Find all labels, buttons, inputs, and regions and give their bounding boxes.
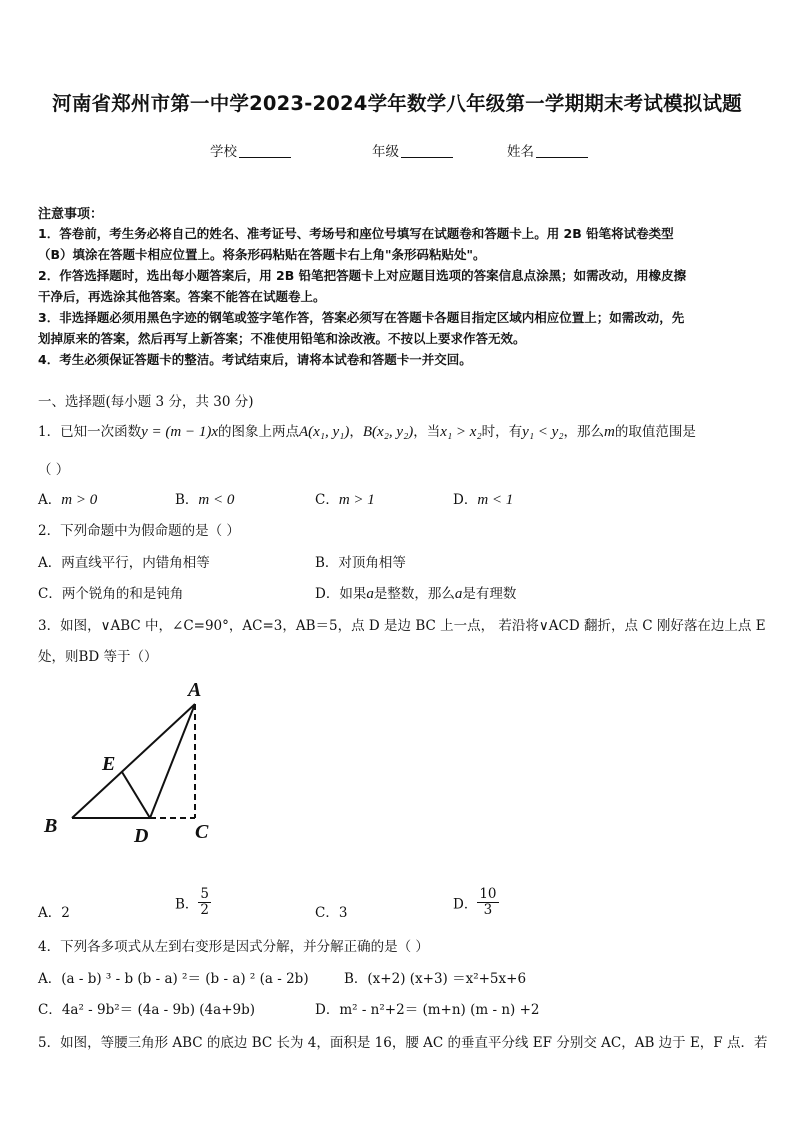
label-c: C	[195, 821, 209, 843]
label-a: A	[188, 679, 202, 701]
school-label: 学校	[210, 144, 237, 160]
name-label: 姓名	[507, 144, 534, 160]
q2-option-c[interactable]: C．两个锐角的和是钝角	[38, 586, 184, 602]
school-blank[interactable]	[239, 143, 291, 158]
q3-option-d-label: D．	[453, 896, 478, 913]
label-d: D	[134, 825, 149, 847]
q1-text: ，当	[413, 424, 441, 440]
notice-heading: 注意事项：	[38, 207, 104, 222]
q1-option-a-math: m > 0	[61, 492, 98, 508]
q1-option-b-label: B．	[175, 492, 199, 508]
q1-option-c[interactable]	[315, 488, 375, 509]
q1-condition-x: x₁ > x₂	[440, 424, 482, 440]
q2-option-d-var: a	[454, 586, 463, 602]
page-title: 河南省郑州市第一中学2023-2024学年数学八年级第一学期期末考试模拟试题	[52, 92, 742, 115]
q1-variable: m	[604, 424, 615, 440]
q2-option-d-var: a	[366, 586, 374, 602]
notice-line: 4．考生必须保证答题卡的整洁。考试结束后，请将本试卷和答题卡一并交回。	[38, 352, 472, 367]
grade-field[interactable]	[372, 140, 453, 160]
segment-ed	[122, 772, 150, 818]
q4-option-d[interactable]: D．m² - n²+2＝ (m+n) (m - n) +2	[315, 1002, 540, 1018]
q3-triangle-figure	[30, 670, 240, 855]
q2-option-a[interactable]: A．两直线平行，内错角相等	[38, 555, 210, 571]
q1-option-c-label: C．	[315, 492, 339, 508]
q1-answer-paren: （ ）	[38, 462, 70, 478]
q1-stem	[38, 420, 696, 441]
q1-text: 1．已知一次函数	[38, 424, 142, 440]
q1-option-b-math: m < 0	[198, 492, 235, 508]
q4-option-a[interactable]: A．(a - b) ³ - b (b - a) ²＝ (b - a) ² (a - 2b)	[38, 971, 309, 987]
q4-option-b[interactable]: B．(x+2) (x+3) ＝x²+5x+6	[344, 971, 527, 987]
segment-ab	[72, 704, 195, 818]
q1-condition-y: y₁ < y₂	[522, 424, 564, 440]
q1-option-c-math: m > 1	[338, 492, 375, 508]
q3-option-c[interactable]: C．3	[315, 905, 348, 921]
q3-option-b[interactable]	[175, 887, 211, 918]
notice-line: （B）填涂在答题卡相应位置上。将条形码粘贴在答题卡右上角"条形码粘贴处"。	[38, 247, 486, 262]
notice-line: 2．作答选择题时，选出每小题答案后，用 2B 铅笔把答题卡上对应题目选项的答案信息点涂黑；如需改动，用橡皮擦	[38, 268, 687, 283]
notice-line: 干净后，再选涂其他答案。答案不能答在试题卷上。	[38, 289, 326, 304]
segment-ad	[150, 704, 195, 818]
q3-option-d-fraction	[477, 887, 498, 918]
q1-point-b: B(x₂, y₂)	[362, 424, 414, 440]
label-e: E	[102, 753, 116, 775]
fraction-numerator: 10	[479, 886, 497, 902]
q1-option-a[interactable]	[38, 488, 97, 509]
q1-text: 的图象上两点	[217, 424, 299, 440]
q4-option-c[interactable]: C．4a² - 9b²＝ (4a - 9b) (4a+9b)	[38, 1002, 256, 1018]
q2-option-d-text: 是有理数	[462, 586, 517, 602]
q3-option-b-fraction	[198, 887, 211, 918]
grade-label: 年级	[372, 144, 399, 160]
q1-option-d[interactable]	[453, 488, 513, 509]
school-field[interactable]	[210, 140, 291, 160]
name-blank[interactable]	[536, 143, 588, 158]
notice-line: 划掉原来的答案，然后再写上新答案；不准使用铅笔和涂改液。不按以上要求作答无效。	[38, 331, 526, 346]
q3-option-d[interactable]	[453, 887, 499, 918]
q1-text: ，	[349, 424, 363, 440]
notice-line: 1．答卷前，考生务必将自己的姓名、准考证号、考场号和座位号填写在试题卷和答题卡上。用 2B 铅笔将试卷类型	[38, 226, 674, 241]
q1-option-d-label: D．	[453, 492, 478, 508]
grade-blank[interactable]	[401, 143, 453, 158]
q1-text: 时，有	[481, 424, 523, 440]
section-heading: 一、选择题(每小题 3 分，共 30 分)	[38, 394, 254, 410]
q1-option-d-math: m < 1	[477, 492, 514, 508]
q1-point-a: A(x₁, y₁)	[298, 424, 350, 440]
q1-text: 的取值范围是	[614, 424, 696, 440]
q2-stem: 2．下列命题中为假命题的是（ ）	[38, 523, 240, 539]
q5-stem-line1: 5．如图，等腰三角形 ABC 的底边 BC 长为 4，面积是 16，腰 AC 的垂直平分线 EF 分别交 AC，AB 边于 E，F 点．若	[38, 1035, 768, 1051]
q2-option-d-text: 是整数，那么	[373, 586, 455, 602]
fraction-denominator: 2	[200, 901, 210, 918]
q3-option-a[interactable]: A．2	[38, 905, 70, 921]
notice-line: 3．非选择题必须用黑色字迹的钢笔或签字笔作答，答案必须写在答题卡各题目指定区域内相应位置上；如需改动，先	[38, 310, 685, 325]
q1-option-b[interactable]	[175, 488, 234, 509]
q1-text: ，那么	[563, 424, 605, 440]
q1-function: y = (m − 1)x	[141, 424, 218, 440]
fraction-numerator: 5	[200, 886, 210, 902]
label-b: B	[44, 815, 58, 837]
q2-option-d[interactable]	[315, 582, 516, 603]
q2-option-b[interactable]: B．对顶角相等	[315, 555, 406, 571]
name-field[interactable]	[507, 140, 588, 160]
q3-stem-line1: 3．如图，∨ABC 中，∠C=90°，AC=3，AB＝5，点 D 是边 BC 上一点， 若沿将∨ACD 翻折，点 C 刚好落在边上点 E	[38, 618, 766, 634]
q4-stem: 4．下列各多项式从左到右变形是因式分解，并分解正确的是（ ）	[38, 939, 429, 955]
q3-stem-line2: 处，则BD 等于（）	[38, 649, 158, 665]
q3-option-b-label: B．	[175, 896, 199, 913]
fraction-denominator: 3	[483, 901, 493, 918]
q1-option-a-label: A．	[38, 492, 62, 508]
q2-option-d-text: D．如果	[315, 586, 367, 602]
